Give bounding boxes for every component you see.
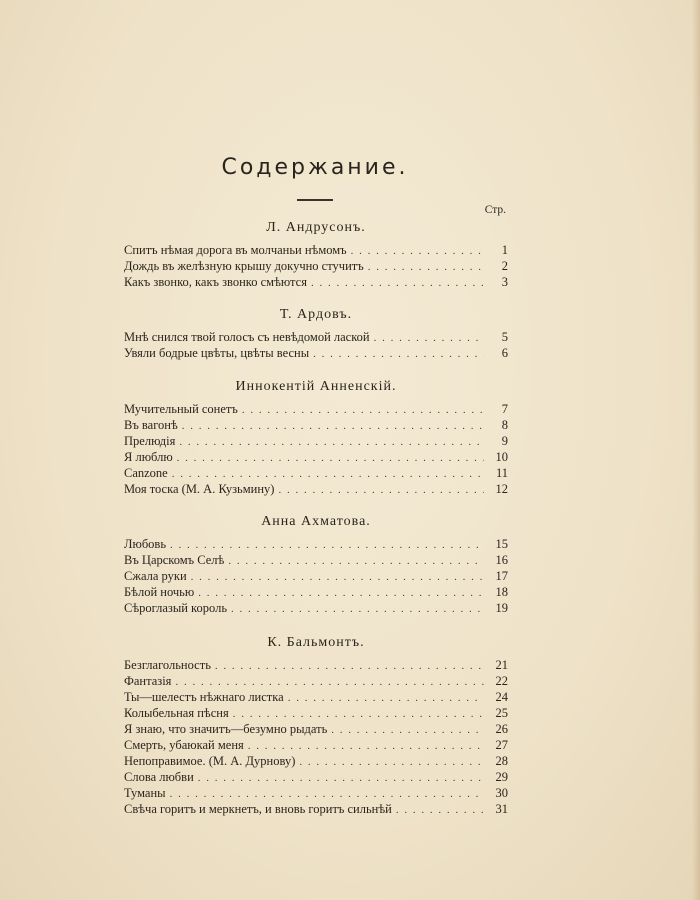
entry-page: 1 [501, 243, 508, 257]
dot-leader [242, 402, 484, 418]
entry-page: 18 [495, 585, 508, 599]
entry-list [124, 242, 508, 290]
entry-page: 28 [495, 754, 508, 768]
entry-title: Бѣлой ночью [124, 585, 195, 599]
toc-entry[interactable] [124, 329, 508, 345]
entry-list [124, 401, 508, 497]
page-edge-shadow [692, 0, 700, 900]
toc-entry[interactable] [124, 689, 508, 705]
dot-leader [288, 690, 484, 706]
dot-leader [299, 754, 484, 770]
dot-leader [215, 658, 484, 674]
toc-entry[interactable] [124, 417, 508, 433]
entry-page: 6 [501, 346, 508, 360]
entry-title: Смерть, убаюкай меня [124, 738, 244, 752]
author-heading: Анна Ахматова. [261, 514, 371, 529]
entry-page: 27 [495, 738, 508, 752]
dot-leader [191, 569, 484, 585]
entry-page: 10 [495, 450, 508, 464]
dot-leader [278, 482, 484, 498]
toc-entry[interactable] [124, 673, 508, 689]
entry-title: Увяли бодрые цвѣты, цвѣты весны [124, 346, 310, 360]
dot-leader [396, 802, 484, 818]
entry-list [124, 329, 508, 361]
entry-title: Любовь [124, 537, 167, 551]
entry-title: Спитъ нѣмая дорога въ молчаньи нѣмомъ [124, 243, 347, 257]
toc-entry[interactable] [124, 449, 508, 465]
entry-title: Въ вагонѣ [124, 418, 178, 432]
entry-page: 25 [495, 706, 508, 720]
dot-leader [175, 674, 484, 690]
entry-title: Прелюдія [124, 434, 176, 448]
dot-leader [179, 434, 484, 450]
entry-title: Моя тоска (М. А. Кузьмину) [124, 482, 275, 496]
entry-list [124, 536, 508, 616]
dot-leader [198, 770, 484, 786]
entry-title: Свѣча горитъ и меркнетъ, и вновь горитъ сильнѣй [124, 802, 392, 816]
toc-entry[interactable] [124, 785, 508, 801]
entry-page: 22 [495, 674, 508, 688]
section-spacer [124, 290, 508, 304]
entry-title: Дождь въ желѣзную крышу докучно стучитъ [124, 259, 364, 273]
toc-entry[interactable] [124, 433, 508, 449]
toc-section [124, 511, 508, 616]
toc-entry[interactable] [124, 345, 508, 361]
page-column-header: Стр. [484, 204, 506, 216]
entry-page: 9 [501, 434, 508, 448]
page-title: Содержание. [221, 155, 409, 180]
dot-leader [351, 243, 484, 259]
entry-title: Я люблю [124, 450, 173, 464]
entry-title: Слова любви [124, 770, 194, 784]
section-spacer [124, 616, 508, 632]
toc-entry[interactable] [124, 536, 508, 552]
toc-entry[interactable] [124, 481, 508, 497]
toc-entry[interactable] [124, 552, 508, 568]
toc-entry[interactable] [124, 753, 508, 769]
dot-leader [231, 601, 484, 617]
entry-title: Какъ звонко, какъ звонко смѣются [124, 275, 307, 289]
author-heading: К. Бальмонтъ. [267, 635, 365, 650]
toc-entry[interactable] [124, 401, 508, 417]
toc-section [124, 376, 508, 497]
entry-list [124, 657, 508, 817]
entry-title: Безглагольность [124, 658, 211, 672]
entry-title: Въ Царскомъ Селѣ [124, 553, 225, 567]
entry-page: 12 [495, 482, 508, 496]
toc-entry[interactable] [124, 242, 508, 258]
toc-entry[interactable] [124, 584, 508, 600]
author-heading: Иннокентій Анненскій. [235, 379, 397, 394]
toc-entry[interactable] [124, 769, 508, 785]
entry-page: 2 [501, 259, 508, 273]
toc-entry[interactable] [124, 568, 508, 584]
entry-title: Непоправимое. (М. А. Дурнову) [124, 754, 296, 768]
entry-title: Фантазія [124, 674, 172, 688]
entry-title: Ты—шелестъ нѣжнаго листка [124, 690, 284, 704]
entry-page: 26 [495, 722, 508, 736]
entry-page: 8 [501, 418, 508, 432]
entry-page: 24 [495, 690, 508, 704]
author-heading: Т. Ардовъ. [279, 307, 353, 322]
toc-entry[interactable] [124, 801, 508, 817]
section-spacer [124, 361, 508, 376]
entry-page: 3 [501, 275, 508, 289]
entry-page: 11 [495, 466, 508, 480]
dot-leader [182, 418, 484, 434]
entry-page: 5 [501, 330, 508, 344]
toc-entry[interactable] [124, 705, 508, 721]
toc-entry[interactable] [124, 258, 508, 274]
dot-leader [228, 553, 484, 569]
entry-title: Сжала руки [124, 569, 187, 583]
toc-entry[interactable] [124, 737, 508, 753]
entry-page: 7 [501, 402, 508, 416]
dot-leader [172, 466, 484, 482]
section-spacer [124, 497, 508, 511]
toc-section [124, 632, 508, 817]
entry-title: Мучительный сонетъ [124, 402, 238, 416]
entry-title: Колыбельная пѣсня [124, 706, 229, 720]
entry-page: 30 [495, 786, 508, 800]
entry-page: 17 [495, 569, 508, 583]
author-heading: Л. Андрусонъ. [266, 220, 366, 235]
entry-page: 19 [495, 601, 508, 615]
dot-leader [177, 450, 484, 466]
dot-leader [313, 346, 484, 362]
entry-page: 16 [495, 553, 508, 567]
entry-title: Сѣроглазый король [124, 601, 228, 615]
entry-page: 21 [495, 658, 508, 672]
entry-page: 29 [495, 770, 508, 784]
dot-leader [170, 786, 484, 802]
dot-leader [233, 706, 484, 722]
entry-page: 15 [495, 537, 508, 551]
toc-section [124, 217, 508, 290]
dot-leader [198, 585, 484, 601]
toc-entry[interactable] [124, 274, 508, 290]
dot-leader [311, 275, 484, 291]
entry-page: 31 [495, 802, 508, 816]
toc-entry[interactable] [124, 465, 508, 481]
dot-leader [170, 537, 484, 553]
entry-title: Canzone [124, 466, 168, 480]
table-of-contents [124, 217, 508, 817]
toc-entry[interactable] [124, 657, 508, 673]
dot-leader [368, 259, 484, 275]
dot-leader [331, 722, 484, 738]
toc-entry[interactable] [124, 721, 508, 737]
entry-title: Я знаю, что значитъ—безумно рыдать [124, 722, 328, 736]
title-divider [297, 199, 333, 201]
dot-leader [374, 330, 484, 346]
entry-title: Мнѣ снился твой голосъ съ невѣдомой лаской [124, 330, 370, 344]
dot-leader [248, 738, 484, 754]
toc-section [124, 304, 508, 361]
entry-title: Туманы [124, 786, 166, 800]
toc-entry[interactable] [124, 600, 508, 616]
